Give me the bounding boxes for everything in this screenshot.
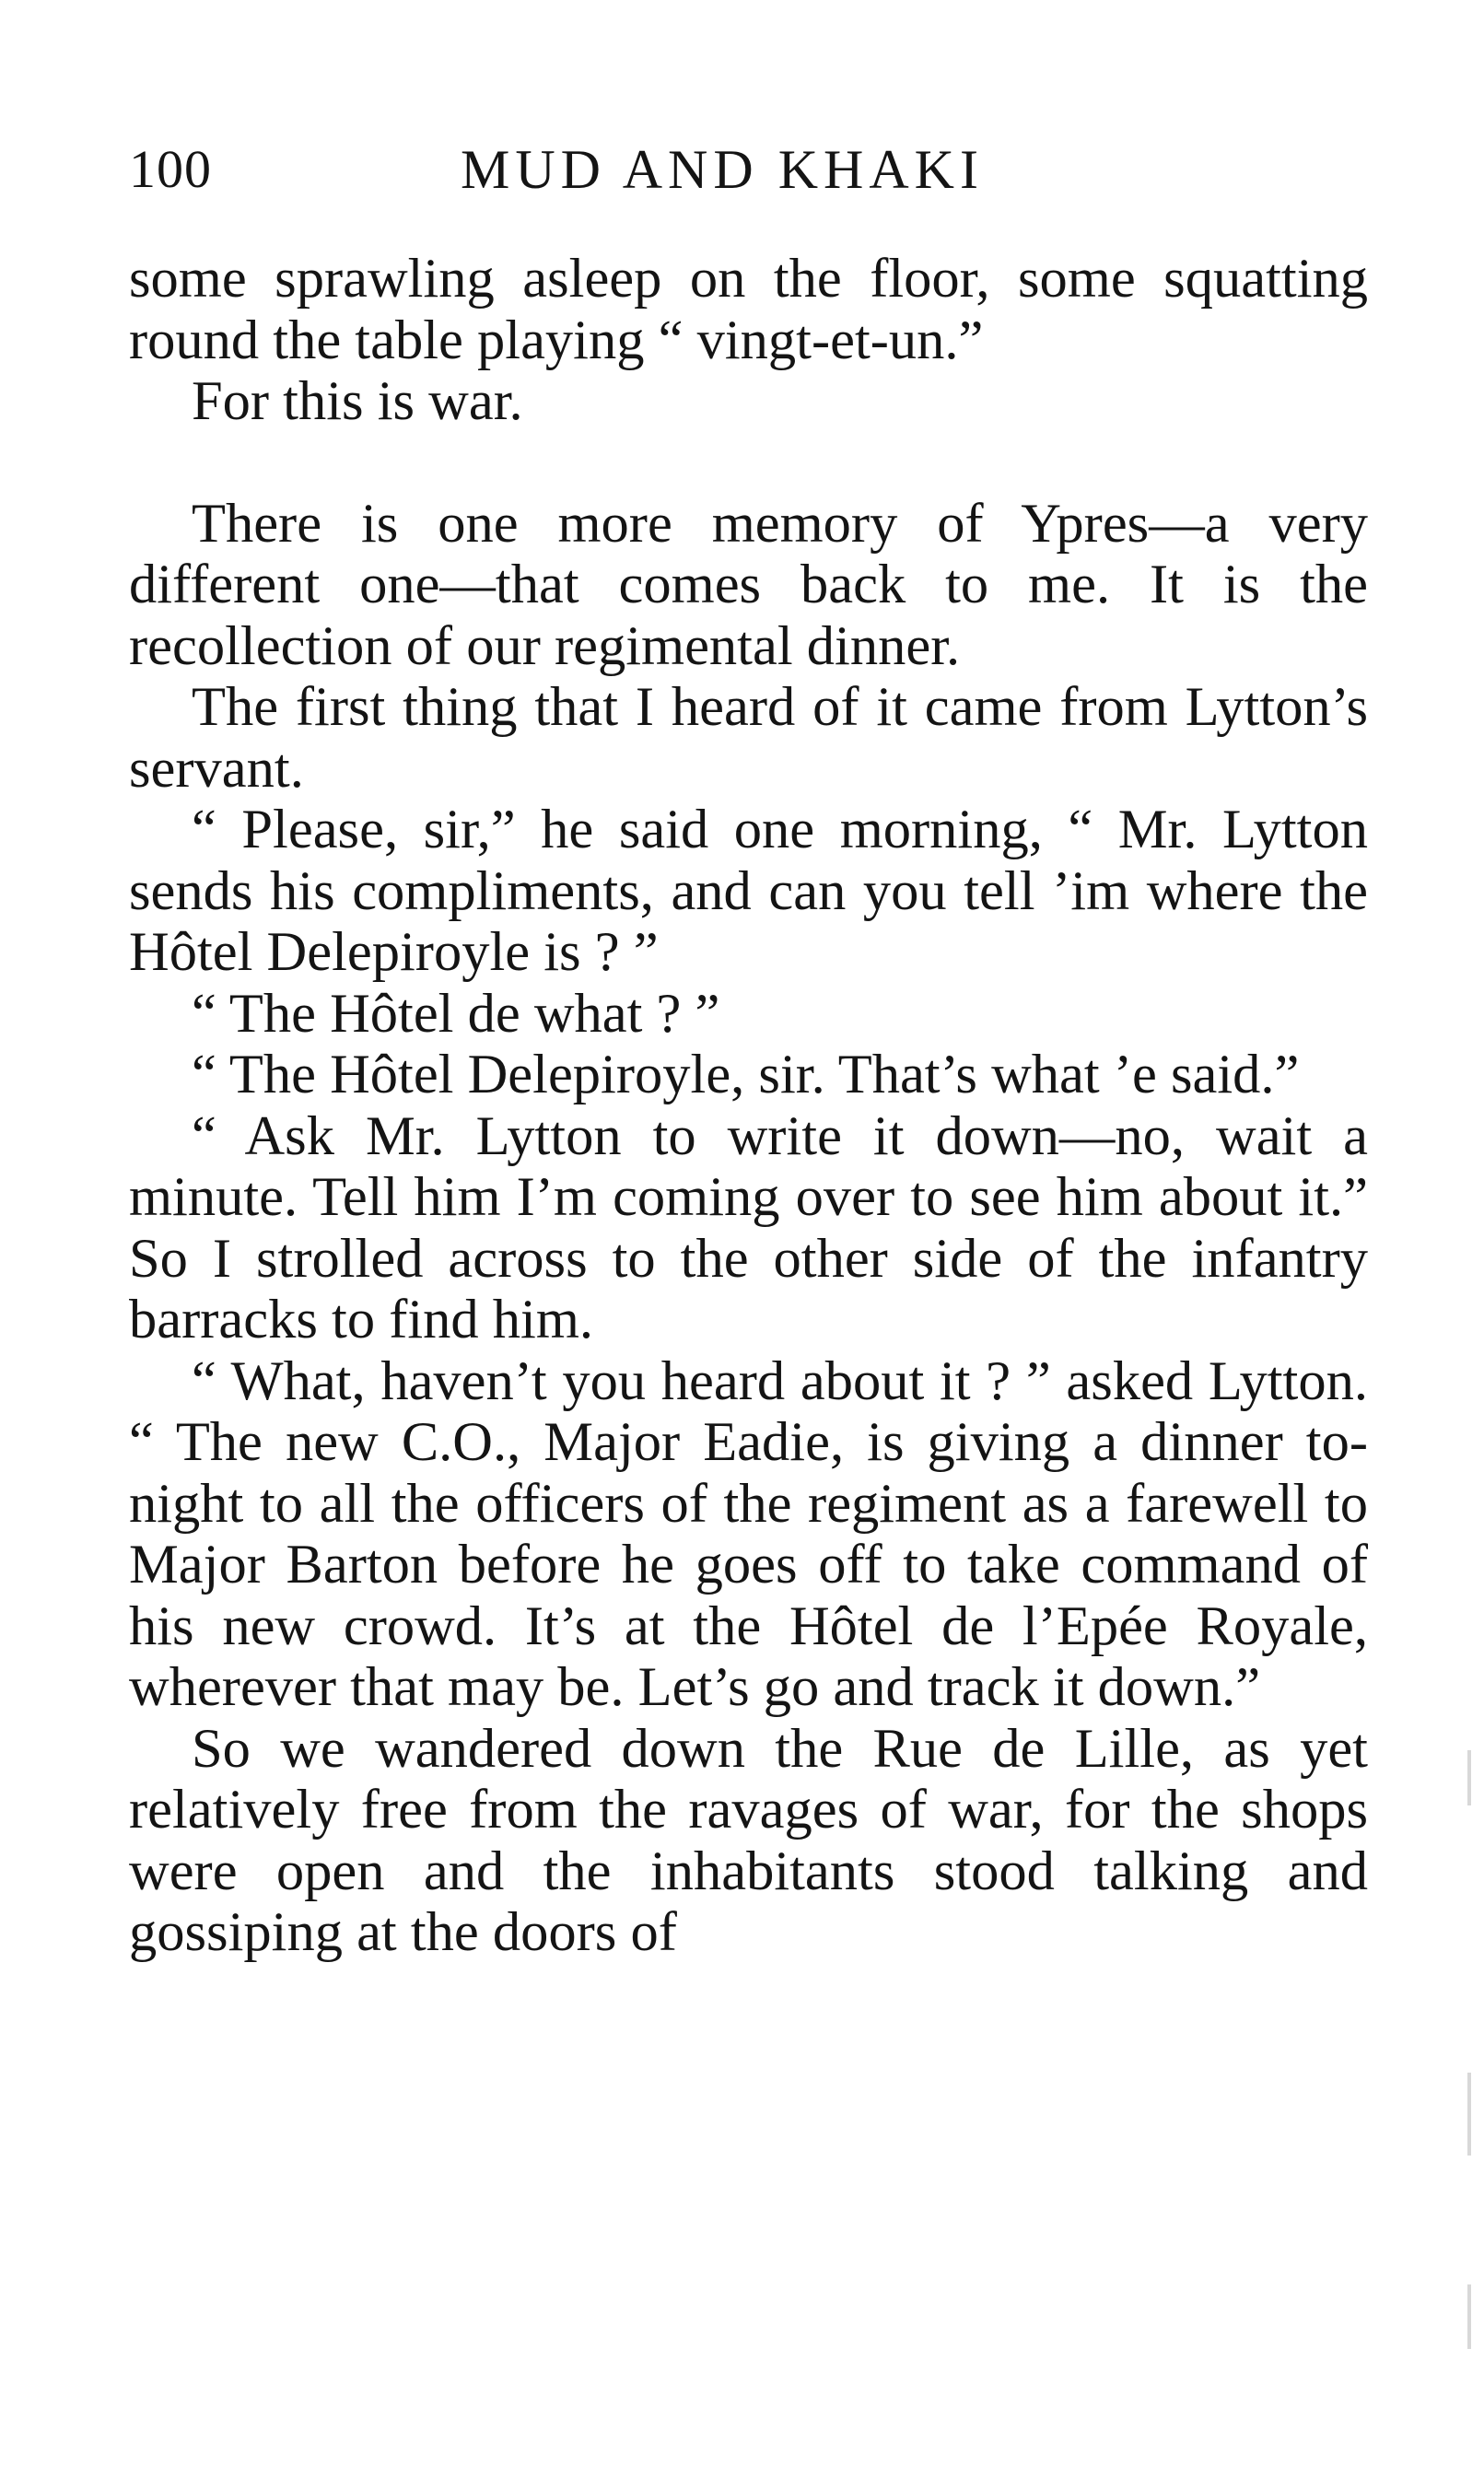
page-number: 100 (129, 139, 212, 199)
paragraph: For this is war. (192, 370, 523, 432)
page-edge-mark (1467, 2284, 1471, 2349)
paragraph: So we wandered down the Rue de Lille, as yet relatively free from the ravages of war, for the shops were open and the inhabitants stood talking and gossiping at the doors of (129, 1717, 1368, 1963)
paragraph-continuation: some sprawling asleep on the floor, some squatting round the table playing “ vingt-et-un.” (129, 248, 1368, 371)
running-title: MUD AND KHAKI (461, 139, 984, 200)
paragraph: “ Please, sir,” he said one morning, “ Mr. Lytton sends his compliments, and can you tell ’im where the Hôtel Delepiroyle is ? ” (129, 799, 1368, 983)
paragraph: The first thing that I heard of it came from Lytton’s servant. (129, 676, 1368, 800)
page-edge-mark (1467, 1750, 1471, 1805)
section-break (129, 433, 1368, 494)
paragraph: “ What, haven’t you heard about it ? ” asked Lytton. “ The new C.O., Major Eadie, is giving a dinner to-night to all the officers of the regiment as a farewell to Major Barton before he goes off to take command of his new crowd. It’s at the Hôtel de l’Epée Royale, wherever that may be. Let’s go and track it down.” (129, 1349, 1368, 1718)
page-header (129, 138, 1368, 212)
paragraph: There is one more memory of Ypres—a very different one—that comes back to me. It is the recollection of our regimental dinner. (129, 492, 1368, 677)
page-edge-mark (1467, 2073, 1471, 2156)
paragraph: “ Ask Mr. Lytton to write it down—no, wait a minute. Tell him I’m coming over to see him about it.” So I strolled across to the other side of the infantry barracks to find him. (129, 1104, 1368, 1350)
paragraph: “ The Hôtel Delepiroyle, sir. That’s what ’e said.” (192, 1044, 1300, 1105)
paragraph: “ The Hôtel de what ? ” (192, 982, 720, 1045)
body-text (129, 249, 1368, 1964)
